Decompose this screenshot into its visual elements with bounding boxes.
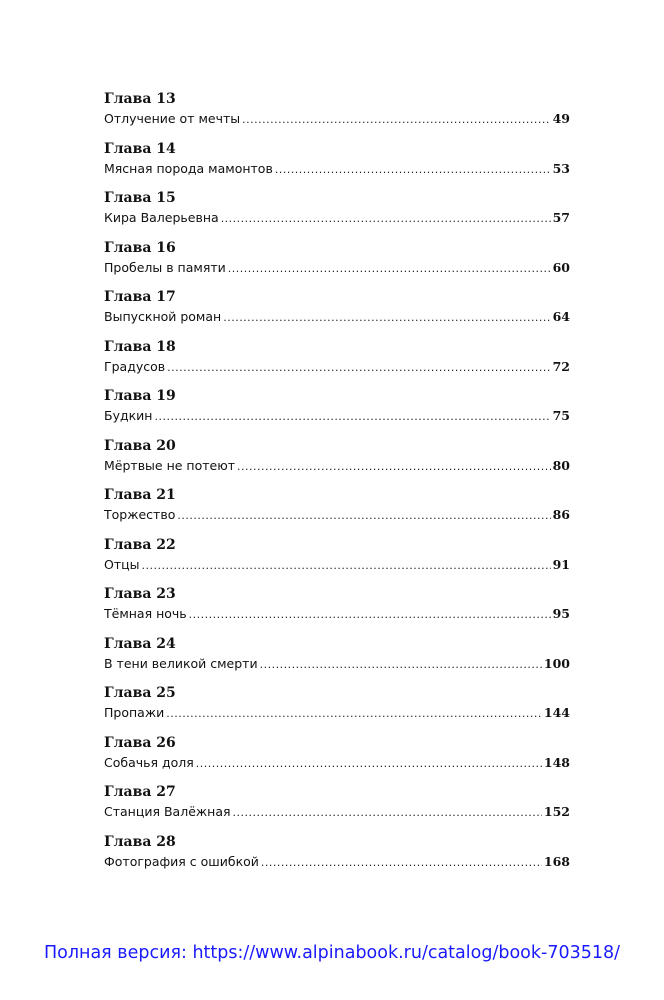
page-number: 72 (552, 358, 570, 374)
chapter-title: Собачья доля (104, 754, 194, 770)
chapter-heading: Глава 26 (104, 734, 176, 751)
dot-leader (228, 259, 551, 278)
toc-entry (104, 188, 570, 238)
chapter-heading: Глава 15 (104, 190, 176, 206)
page-number: 60 (552, 259, 570, 275)
chapter-title: Пропажи (104, 705, 165, 720)
toc-line[interactable] (104, 852, 570, 872)
page-number: 91 (552, 556, 570, 572)
toc-entry (104, 287, 570, 337)
chapter-heading: Глава 21 (104, 487, 176, 503)
page-number: 100 (543, 655, 570, 671)
table-of-contents (104, 89, 570, 881)
page-number: 86 (552, 507, 570, 522)
chapter-heading: Глава 24 (104, 635, 176, 652)
dot-leader (221, 209, 551, 228)
page-number: 53 (552, 160, 570, 176)
toc-entry (104, 584, 570, 634)
toc-line[interactable] (104, 555, 570, 575)
chapter-title: Отлучение от мечты (104, 111, 241, 126)
full-version-link[interactable]: Полная версия: https://www.alpinabook.ru/catalog/book-703518/ (43, 943, 621, 963)
page-number: 64 (552, 309, 570, 324)
chapter-heading: Глава 19 (104, 388, 176, 404)
dot-leader (275, 160, 551, 179)
dot-leader (167, 358, 550, 377)
chapter-heading: Глава 27 (104, 784, 176, 800)
toc-line[interactable] (104, 802, 570, 822)
chapter-heading: Глава 17 (104, 289, 176, 305)
page-number: 95 (552, 606, 570, 621)
toc-entry (104, 238, 570, 288)
chapter-title: Фотография с ошибкой (104, 853, 259, 869)
toc-line[interactable] (104, 357, 570, 377)
dot-leader (142, 556, 551, 575)
dot-leader (242, 110, 550, 129)
dot-leader (177, 506, 550, 525)
chapter-title: Отцы (104, 556, 140, 572)
toc-entry (104, 782, 570, 832)
chapter-title: В тени великой смерти (104, 655, 258, 671)
dot-leader (166, 704, 542, 723)
toc-entry (104, 535, 570, 585)
toc-line[interactable] (104, 258, 570, 278)
toc-line[interactable] (104, 406, 570, 426)
toc-line[interactable] (104, 109, 570, 129)
chapter-heading: Глава 14 (104, 140, 176, 157)
chapter-title: Станция Валёжная (104, 804, 231, 819)
toc-entry (104, 436, 570, 486)
toc-entry (104, 139, 570, 189)
dot-leader (233, 803, 542, 822)
chapter-heading: Глава 16 (104, 239, 176, 256)
chapter-heading: Глава 28 (104, 833, 176, 850)
dot-leader (189, 605, 551, 624)
toc-entry (104, 733, 570, 783)
chapter-heading: Глава 20 (104, 437, 176, 454)
page-number: 75 (552, 408, 570, 423)
chapter-title: Мёртвые не потеют (104, 457, 236, 473)
toc-line[interactable] (104, 208, 570, 228)
toc-entry (104, 89, 570, 139)
page-number: 144 (543, 705, 570, 720)
dot-leader (261, 853, 542, 872)
chapter-heading: Глава 23 (104, 586, 176, 602)
chapter-heading: Глава 22 (104, 536, 176, 553)
chapter-title: Градусов (104, 358, 166, 374)
chapter-title: Выпускной роман (104, 309, 222, 324)
toc-entry (104, 337, 570, 387)
toc-line[interactable] (104, 654, 570, 674)
chapter-heading: Глава 13 (104, 91, 176, 107)
toc-line[interactable] (104, 505, 570, 525)
chapter-title: Мясная порода мамонтов (104, 160, 273, 176)
dot-leader (154, 407, 550, 426)
toc-line[interactable] (104, 159, 570, 179)
toc-entry (104, 683, 570, 733)
page-number: 152 (543, 804, 570, 819)
toc-entry (104, 634, 570, 684)
page-number: 49 (552, 111, 570, 126)
chapter-title: Пробелы в памяти (104, 259, 226, 275)
toc-line[interactable] (104, 307, 570, 327)
dot-leader (223, 308, 550, 327)
chapter-title: Торжество (104, 507, 176, 522)
page-number: 57 (552, 210, 570, 225)
toc-line[interactable] (104, 753, 570, 773)
dot-leader (260, 655, 542, 674)
chapter-heading: Глава 18 (104, 338, 176, 355)
dot-leader (196, 754, 542, 773)
toc-entry (104, 832, 570, 882)
dot-leader (237, 457, 551, 476)
chapter-title: Тёмная ночь (104, 606, 187, 621)
page-number: 148 (543, 754, 570, 770)
page-number: 80 (552, 457, 570, 473)
toc-entry (104, 485, 570, 535)
toc-line[interactable] (104, 604, 570, 624)
chapter-title: Кира Валерьевна (104, 210, 219, 225)
toc-line[interactable] (104, 456, 570, 476)
toc-entry (104, 386, 570, 436)
toc-line[interactable] (104, 703, 570, 723)
chapter-heading: Глава 25 (104, 685, 176, 701)
page-number: 168 (543, 853, 570, 869)
chapter-title: Будкин (104, 408, 153, 423)
